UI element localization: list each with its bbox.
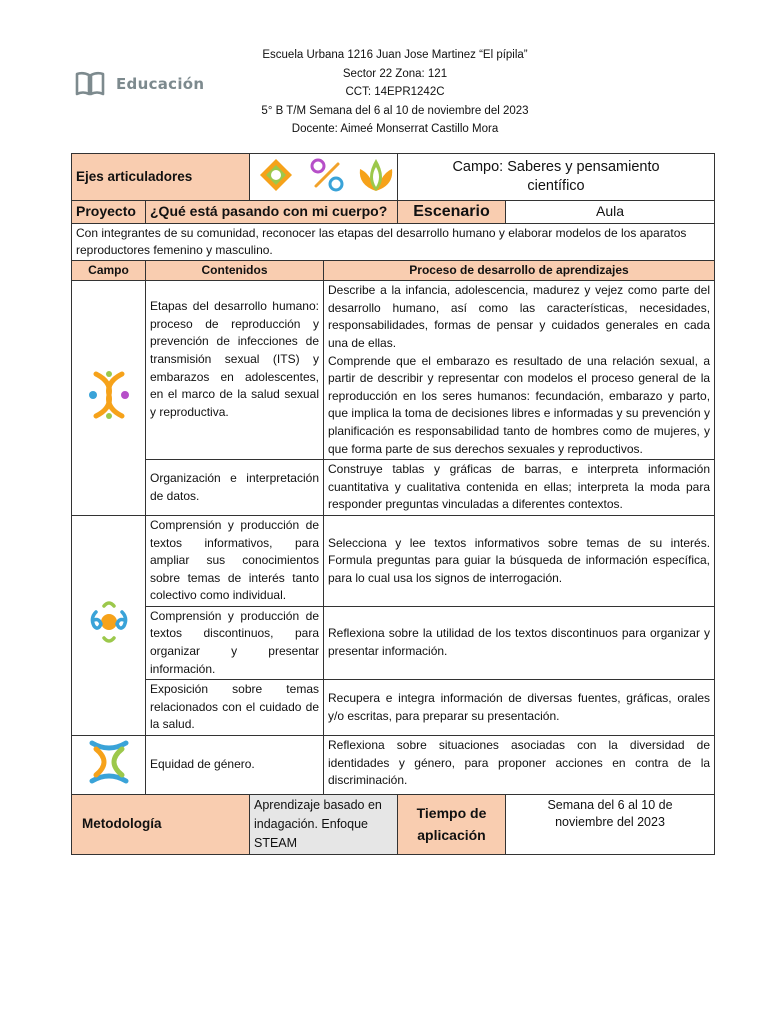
tiempo-value: Semana del 6 al 10 de noviembre del 2023 [506, 794, 715, 854]
grade-week: 5° B T/M Semana del 6 al 10 de noviembre del 2023 [261, 104, 529, 117]
campo-saberes-icon [72, 281, 146, 516]
col-proceso: Proceso de desarrollo de aprendizajes [324, 260, 715, 281]
escenario-value: Aula [506, 200, 715, 223]
sector-zone: Sector 22 Zona: 121 [342, 67, 448, 80]
logo-text: Educación [116, 75, 205, 93]
ejes-label: Ejes articuladores [72, 154, 250, 201]
tiempo-label: Tiempo de aplicación [398, 794, 506, 854]
col-campo: Campo [72, 260, 146, 281]
cct-code: CCT: 14EPR1242C [345, 86, 445, 98]
purpose-text: Con integrantes de su comunidad, reconocer las etapas del desarrollo humano y elaborar modelos de los aparatos reproductores femenino y masculino. [72, 223, 715, 260]
escenario-label: Escenario [398, 200, 506, 223]
planning-table [71, 153, 715, 855]
proceso-informativos: Selecciona y lee textos informativos sobre temas de su interés. Formula preguntas para guiar la búsqueda de información específica, para lo cual usa los signos de interrogación. [324, 515, 715, 606]
ejes-icons [250, 154, 398, 201]
humano-comunitario-icon [84, 737, 134, 787]
campo-humano-icon [72, 736, 146, 795]
metodologia-value: Aprendizaje basado en indagación. Enfoque STEAM [250, 794, 398, 854]
diamond-icon [260, 159, 292, 191]
proceso-etapas-comprende: Comprende que el embarazo es resultado de una relación sexual, a partir de describir y representar con modelos el proceso general de la reproducción en los seres humanos: fecundación, embarazo y parto, que implica la toma de decisiones libres e informadas y su prevención y planificación es responsabilidad tanto de hombres como de mujeres, y que forma parte de sus derechos sexuales y reproductivos. [328, 353, 711, 456]
percent-icon [312, 160, 342, 190]
proceso-equidad: Reflexiona sobre situaciones asociadas con la diversidad de identidades y género, para proponer acciones en contra de la discriminación. [324, 736, 715, 795]
teacher-name: Docente: Aimeé Monserrat Castillo Mora [291, 123, 499, 135]
contenido-equidad: Equidad de género. [146, 736, 324, 795]
proyecto-label: Proyecto [72, 200, 146, 223]
contenido-exposicion: Exposición sobre temas relacionados con el cuidado de la salud. [146, 680, 324, 736]
proceso-discontinuos: Reflexiona sobre la utilidad de los textos discontinuos para organizar y presentar información. [324, 606, 715, 679]
proceso-exposicion: Recupera e integra información de diversas fuentes, gráficas, orales y/o escritas, para preparar su presentación. [324, 680, 715, 736]
contenido-discontinuos: Comprensión y producción de textos discontinuos, para organizar y presentar información. [146, 606, 324, 679]
school-name: Escuela Urbana 1216 Juan Jose Martinez “El pípila” [262, 49, 528, 61]
contenido-etapas: Etapas del desarrollo humano: proceso de reproducción y prevención de infecciones de transmisión sexual (ITS) y embarazos en adolescentes, en el marco de la salud sexual y reproductiva. [146, 281, 324, 460]
proyecto-title: ¿Qué está pasando con mi cuerpo? [146, 200, 398, 223]
campo-lenguajes-icon [72, 515, 146, 735]
book-icon [74, 70, 106, 98]
ejes-articuladores-icons [254, 155, 404, 193]
lotus-icon [360, 159, 392, 191]
proceso-etapas [324, 281, 715, 460]
contenido-informativos: Comprensión y producción de textos informativos, para ampliar sus conocimientos sobre temas de interés tanto colectivo como individual. [146, 515, 324, 606]
col-contenidos: Contenidos [146, 260, 324, 281]
contenido-datos: Organización e interpretación de datos. [146, 460, 324, 516]
document-header [150, 46, 640, 139]
campo-top: Campo: Saberes y pensamiento científico [398, 154, 715, 201]
proceso-etapas-describe: Describe a la infancia, adolescencia, madurez y vejez como parte del desarrollo humano, así como las características, necesidades, responsabilidades, formas de pensar y cuidados generales en cada una de ellas. [328, 283, 711, 350]
metodologia-label: Metodología [72, 794, 250, 854]
proceso-datos: Construye tablas y gráficas de barras, e interpreta información cuantitativa y cualitativa contenida en ellas; interpreta la moda para responder preguntas vinculadas a diferentes contextos. [324, 460, 715, 516]
dna-icon [82, 368, 136, 422]
lenguajes-icon [84, 598, 134, 648]
